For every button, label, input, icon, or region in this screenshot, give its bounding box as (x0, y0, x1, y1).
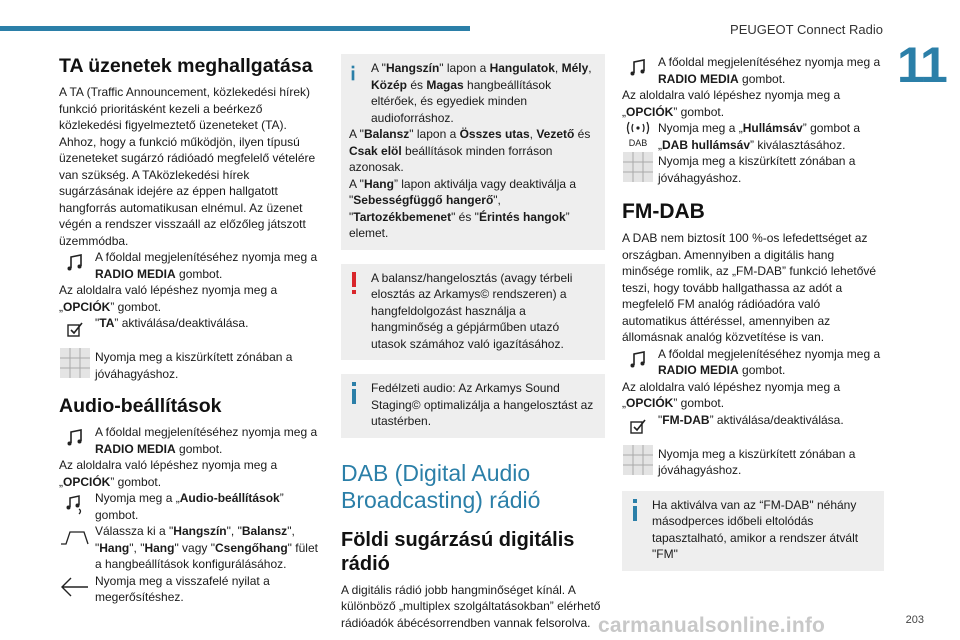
svg-text:DAB: DAB (628, 138, 648, 148)
info-note-2: Fedélzeti audio: Az Arkamys Sound Staging© optimalizálja a hangelosztást az utastérben. (341, 374, 605, 438)
section-title-ta: TA üzenetek meghallgatása (59, 55, 313, 77)
step-press-main-4: A főoldal megjelenítéséhez nyomja meg a RADIO MEDIA gombot. (622, 346, 884, 379)
step-press-main: A főoldal megjelenítéséhez nyomja meg a RADIO MEDIA gombot. (59, 249, 321, 282)
fmdab-body: A DAB nem biztosít 100 %-os lefedettséget az országban. Amennyiben a digitális hang minősége romlik, az „FM-DAB” funkció lehetővé teszi, hogy tovább hallgathassa az adót a megfelelő FM analóg rádióadóra való automatikus áttéréssel, amennyiben az állomásnak analóg közvetítése is van. (622, 231, 877, 344)
grid-confirm-icon (622, 153, 654, 181)
back-arrow-icon (59, 573, 91, 601)
next-page-text: Az aloldalra való lépéshez nyomja meg a „OPCIÓK” gombot. (59, 283, 278, 314)
grid-confirm-icon (622, 446, 654, 474)
music-note-icon (59, 424, 91, 452)
page-number: 203 (905, 614, 924, 626)
step-back: Nyomja meg a visszafelé nyilat a megerősítéshez. (59, 573, 321, 606)
checkbox-icon (622, 412, 654, 440)
warning-note: A balansz/hangelosztás (avagy térbeli elosztás az Arkamys© rendszeren) a hangfeldolgozást használja a hangminőség a gépjárműben utazó utasok számához való igazításához. (341, 264, 605, 361)
step-select-tab: Válassza ki a "Hangszín", "Balansz", "Hang", "Hang" vagy "Csengőhang" fület a hangbeállítások konfigurálásához. (59, 523, 321, 573)
step-band: DAB Nyomja meg a „Hullámsáv” gombot a „DAB hullámsáv” kiválasztásához. (622, 120, 884, 153)
column-2 (341, 54, 605, 631)
info-icon (351, 62, 355, 84)
info-note-1: A "Hangszín" lapon a Hangulatok, Mély, Közép és Magas hangbeállítások eltérőek, és egyediek minden audioforráshoz. A "Balansz" lapon a Összes utas, Vezető és Csak elöl beállítások minden forráson azonosak. A "Hang” lapon aktiválja vagy deaktiválja a "Sebességfüggő hangerő", "Tartozékbemenet" és "Érintés hangok” elemet. (341, 54, 605, 250)
music-note-icon (59, 249, 91, 277)
section-title-audio: Audio-beállítások (59, 395, 222, 417)
warning-icon (351, 272, 357, 294)
section-title-fmdab: FM-DAB (622, 200, 705, 223)
terrestrial-body: A digitális rádió jobb hangminőséget kínál. A különböző „multiplex szolgáltatásokban” elérhető rádióadók ábécésorrendben vannak felsorolva. (341, 582, 601, 630)
step-confirm: Nyomja meg a kiszürkített zónában a jóváhagyáshoz. (59, 349, 321, 382)
step-fmdab-toggle: "FM-DAB” aktiválása/deaktiválása. (622, 412, 884, 438)
info-note-3: Ha aktiválva van az “FM-DAB" néhány másodperces időbeli eltolódás tapasztalható, amikor a rendszer átvált "FM" (622, 491, 884, 571)
step-confirm-4: Nyomja meg a kiszürkített zónában a jóváhagyáshoz. (622, 446, 884, 479)
info-icon (351, 382, 357, 404)
info-icon (632, 499, 638, 521)
watermark: carmanualsonline.info (598, 614, 826, 637)
music-note-icon (622, 346, 654, 374)
dab-wave-icon (622, 120, 654, 148)
checkbox-icon (59, 315, 91, 343)
ta-body: A TA (Traffic Announcement, közlekedési hírek) funkció prioritásként kezeli a beérkező közlekedési figyelmeztető üzeneteket (TA). Ahhoz, hogy a funkció működjön, ilyen típusú üzeneteket sugárzó rádióadó megfelelő vételére van szükség. A TAközlekedési hírek sugárzásának idejére az éppen hallgatott hangforrás automatikusan elnémul. Az üzenet végén a rendszer visszaáll az előzőleg játszott üzemmódba. (59, 85, 316, 248)
column-1: TA üzenetek meghallgatása A TA (Traffic Announcement, közlekedési hírek) funkció prioritásként kezeli a beérkező közlekedési figyelmeztető üzeneteket (TA). Ahhoz, hogy a funkció működjön, ilyen típusú üzeneteket sugárzó rádióadó megfelelő vételére van szükség. A TAközlekedési hírek sugárzásának idejére az éppen hallgatott hangforrás automatikusan elnémul. Az üzenet végén a rendszer visszaáll az előzőleg játszott üzemmódba. A főoldal megjelenítéséhez nyomja meg a RADIO MEDIA gombot. Az aloldalra való lépéshez nyomja meg a „OPCIÓK” gombot. "TA” aktiválása/deaktiválása. Nyomja meg a kiszürkített zónában a jóváhagyáshoz. Audio-beállítások A főoldal megjelenítéséhez nyomja meg a RADIO MEDIA gombot. Az aloldalra való lépéshez nyomja meg a „OPCIÓK” gombot. Nyomja meg a „Audio-beállítások” gombot. Válassza ki a "Hangszín", "Balansz", "Hang", "Hang" vagy "Csengőhang" fület a hangbeállítások konfigurálásához. Nyomja meg a visszafelé nyilat a megerősítéshez. (59, 54, 321, 606)
speaker-icon (59, 490, 91, 518)
music-note-icon (622, 54, 654, 82)
header-title: PEUGEOT Connect Radio (730, 22, 883, 37)
grid-confirm-icon (59, 349, 91, 377)
chapter-number: 11 (897, 37, 946, 93)
step-press-main-3: A főoldal megjelenítéséhez nyomja meg a RADIO MEDIA gombot. (622, 54, 884, 87)
tab-icon (59, 523, 91, 551)
step-confirm-3: Nyomja meg a kiszürkített zónában a jóváhagyáshoz. (622, 153, 884, 186)
step-ta-toggle: "TA” aktiválása/deaktiválása. (59, 315, 321, 341)
section-title-terrestrial: Földi sugárzású digitális rádió (341, 528, 575, 575)
step-press-main-2: A főoldal megjelenítéséhez nyomja meg a RADIO MEDIA gombot. (59, 424, 321, 457)
step-audio-settings: Nyomja meg a „Audio-beállítások” gombot. (59, 490, 321, 523)
section-title-dab: DAB (Digital Audio Broadcasting) rádió (341, 459, 541, 513)
header-bar (0, 26, 470, 31)
column-3: A főoldal megjelenítéséhez nyomja meg a RADIO MEDIA gombot. Az aloldalra való lépéshez nyomja meg a „OPCIÓK” gombot. DAB Nyomja meg a „Hullámsáv” gombot a „DAB hullámsáv” kiválasztásához. Nyomja meg a kiszürkített zónában a jóváhagyáshoz. FM-DAB A DAB nem biztosít 100 %-os lefedettséget az országban. Amennyiben a digitális hang minősége romlik, az „FM-DAB” funkció lehetővé teszi, hogy tovább hallgathassa az adót a megfelelő FM analóg rádióadóra való automatikus áttéréssel, amennyiben az állomásnak analóg közvetítése is van. A főoldal megjelenítéséhez nyomja meg a RADIO MEDIA gombot. Az aloldalra való lépéshez nyomja meg a „OPCIÓK” gombot. "FM-DAB” aktiválása/deaktiválása. Nyomja meg a kiszürkített zónában a jóváhagyáshoz. Ha aktiválva van az “FM-DAB" néhány másodperces időbeli eltolódás tapasztalható, amikor a rendszer átvált "FM" (622, 54, 884, 571)
